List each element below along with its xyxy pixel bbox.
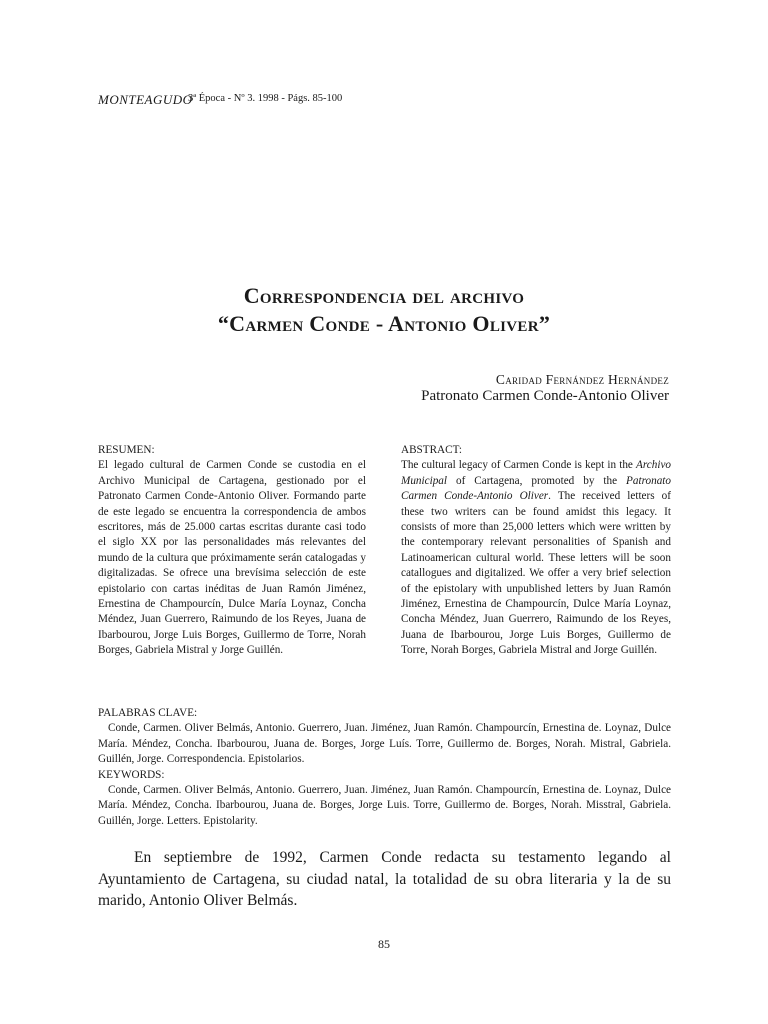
abstract-text-b: of Cartagena, promoted by the <box>447 474 627 487</box>
abstract-italic-patronato: Patronato Carmen Conde-Antonio Oliver <box>401 474 671 503</box>
article-title <box>98 282 670 338</box>
journal-name: MONTEAGUDO <box>98 92 193 107</box>
resumen-heading: RESUMEN: <box>98 444 155 456</box>
abstract-italic-archivo: Archivo Municipal <box>401 459 671 487</box>
author-name: Caridad Fernández Hernández <box>495 372 669 387</box>
palabras-clave-text: Conde, Carmen. Oliver Belmás, Antonio. Guerrero, Juan. Jiménez, Juan Ramón. Champourcín, Ernestina de. Loynaz, Dulce María. Méndez, Concha. Ibarbourou, Juana de. Borges, Jorge Luís. Torre, Guillermo de. Borges, Norah. Mistral, Gabriela. Guillén, Jorge. Correspondencia. Epistolarios. <box>98 722 671 766</box>
title-line-2: “Carmen Conde - Antonio Oliver” <box>217 311 551 336</box>
keywords-heading: KEYWORDS: <box>98 768 165 781</box>
title-line-1: Correspondencia del archivo <box>243 283 525 308</box>
journal-reference: 3ª Época - Nº 3. 1998 - Págs. 85-100 <box>188 93 343 104</box>
resumen-text: El legado cultural de Carmen Conde se custodia en el Archivo Municipal de Cartagena, gestionado por el Patronato Carmen Conde-Antonio Oliver. Formando parte de este legado se encuentra la correspondencia de ambos escritores, más de 25.000 cartas escritas durante casi todo el siglo XX por las personalidades más relevantes del mundo de la cultura que próximamente serán catalogadas y digitalizadas. Se ofrece una brevísima selección de este epistolario con cartas inéditas de Juan Ramón Jiménez, Ernestina de Champourcín, Dulce María Loynaz, Concha Méndez, Juan Guerrero, Raimundo de los Reyes, Juana de Ibarbourou, Jorge Luis Borges, Guillermo de Torre, Norah Borges, Gabriela Mistral y Jorge Guillén. <box>98 459 366 657</box>
abstract-text-c: . The received letters of these two writers can be found amidst this legacy. It consists of more than 25,000 letters which were written by the contemporary relevant personalities of Spanish and Latinoamerican cultural world. These letters will be soon catallogues and digitalized. We offer a very brief selection of the epistolary with unpublished letters by Juan Ramón Jiménez, Ernestina de Champourcín, Dulce María Loynaz, Concha Méndez, Juan Guerrero, Raimundo de los Reyes, Juana de Ibarbourou, Jorge Luis Borges, Guillermo de Torre, Norah Borges, Gabriela Mistral and Jorge Guillén. <box>401 490 671 657</box>
keywords-text: Conde, Carmen. Oliver Belmás, Antonio. Guerrero, Juan. Jiménez, Juan Ramón. Champourcín, Ernestina de. Loynaz, Dulce María. Méndez, Concha. Ibarbourou, Juana de. Borges, Jorge Luis. Torre, Guillermo de. Borges, Norah. Misstral, Gabriela. Guillén, Jorge. Letters. Epistolarity. <box>98 784 671 827</box>
body-paragraph: En septiembre de 1992, Carmen Conde redacta su testamento legando al Ayuntamiento de Cartagena, su ciudad natal, la totalidad de su obra literaria y la de su marido, Antonio Oliver Belmás. <box>98 849 671 909</box>
page-number: 85 <box>378 937 390 951</box>
abstract-text <box>401 458 671 658</box>
keywords-section <box>98 706 671 829</box>
palabras-clave-heading: PALABRAS CLAVE: <box>98 707 198 719</box>
author-affiliation: Patronato Carmen Conde-Antonio Oliver <box>421 388 669 404</box>
resumen-section <box>98 443 366 659</box>
abstract-heading: ABSTRACT: <box>401 444 462 456</box>
abstract-text-a: The cultural legacy of Carmen Conde is kept in the <box>401 459 636 472</box>
abstract-section <box>401 443 671 659</box>
